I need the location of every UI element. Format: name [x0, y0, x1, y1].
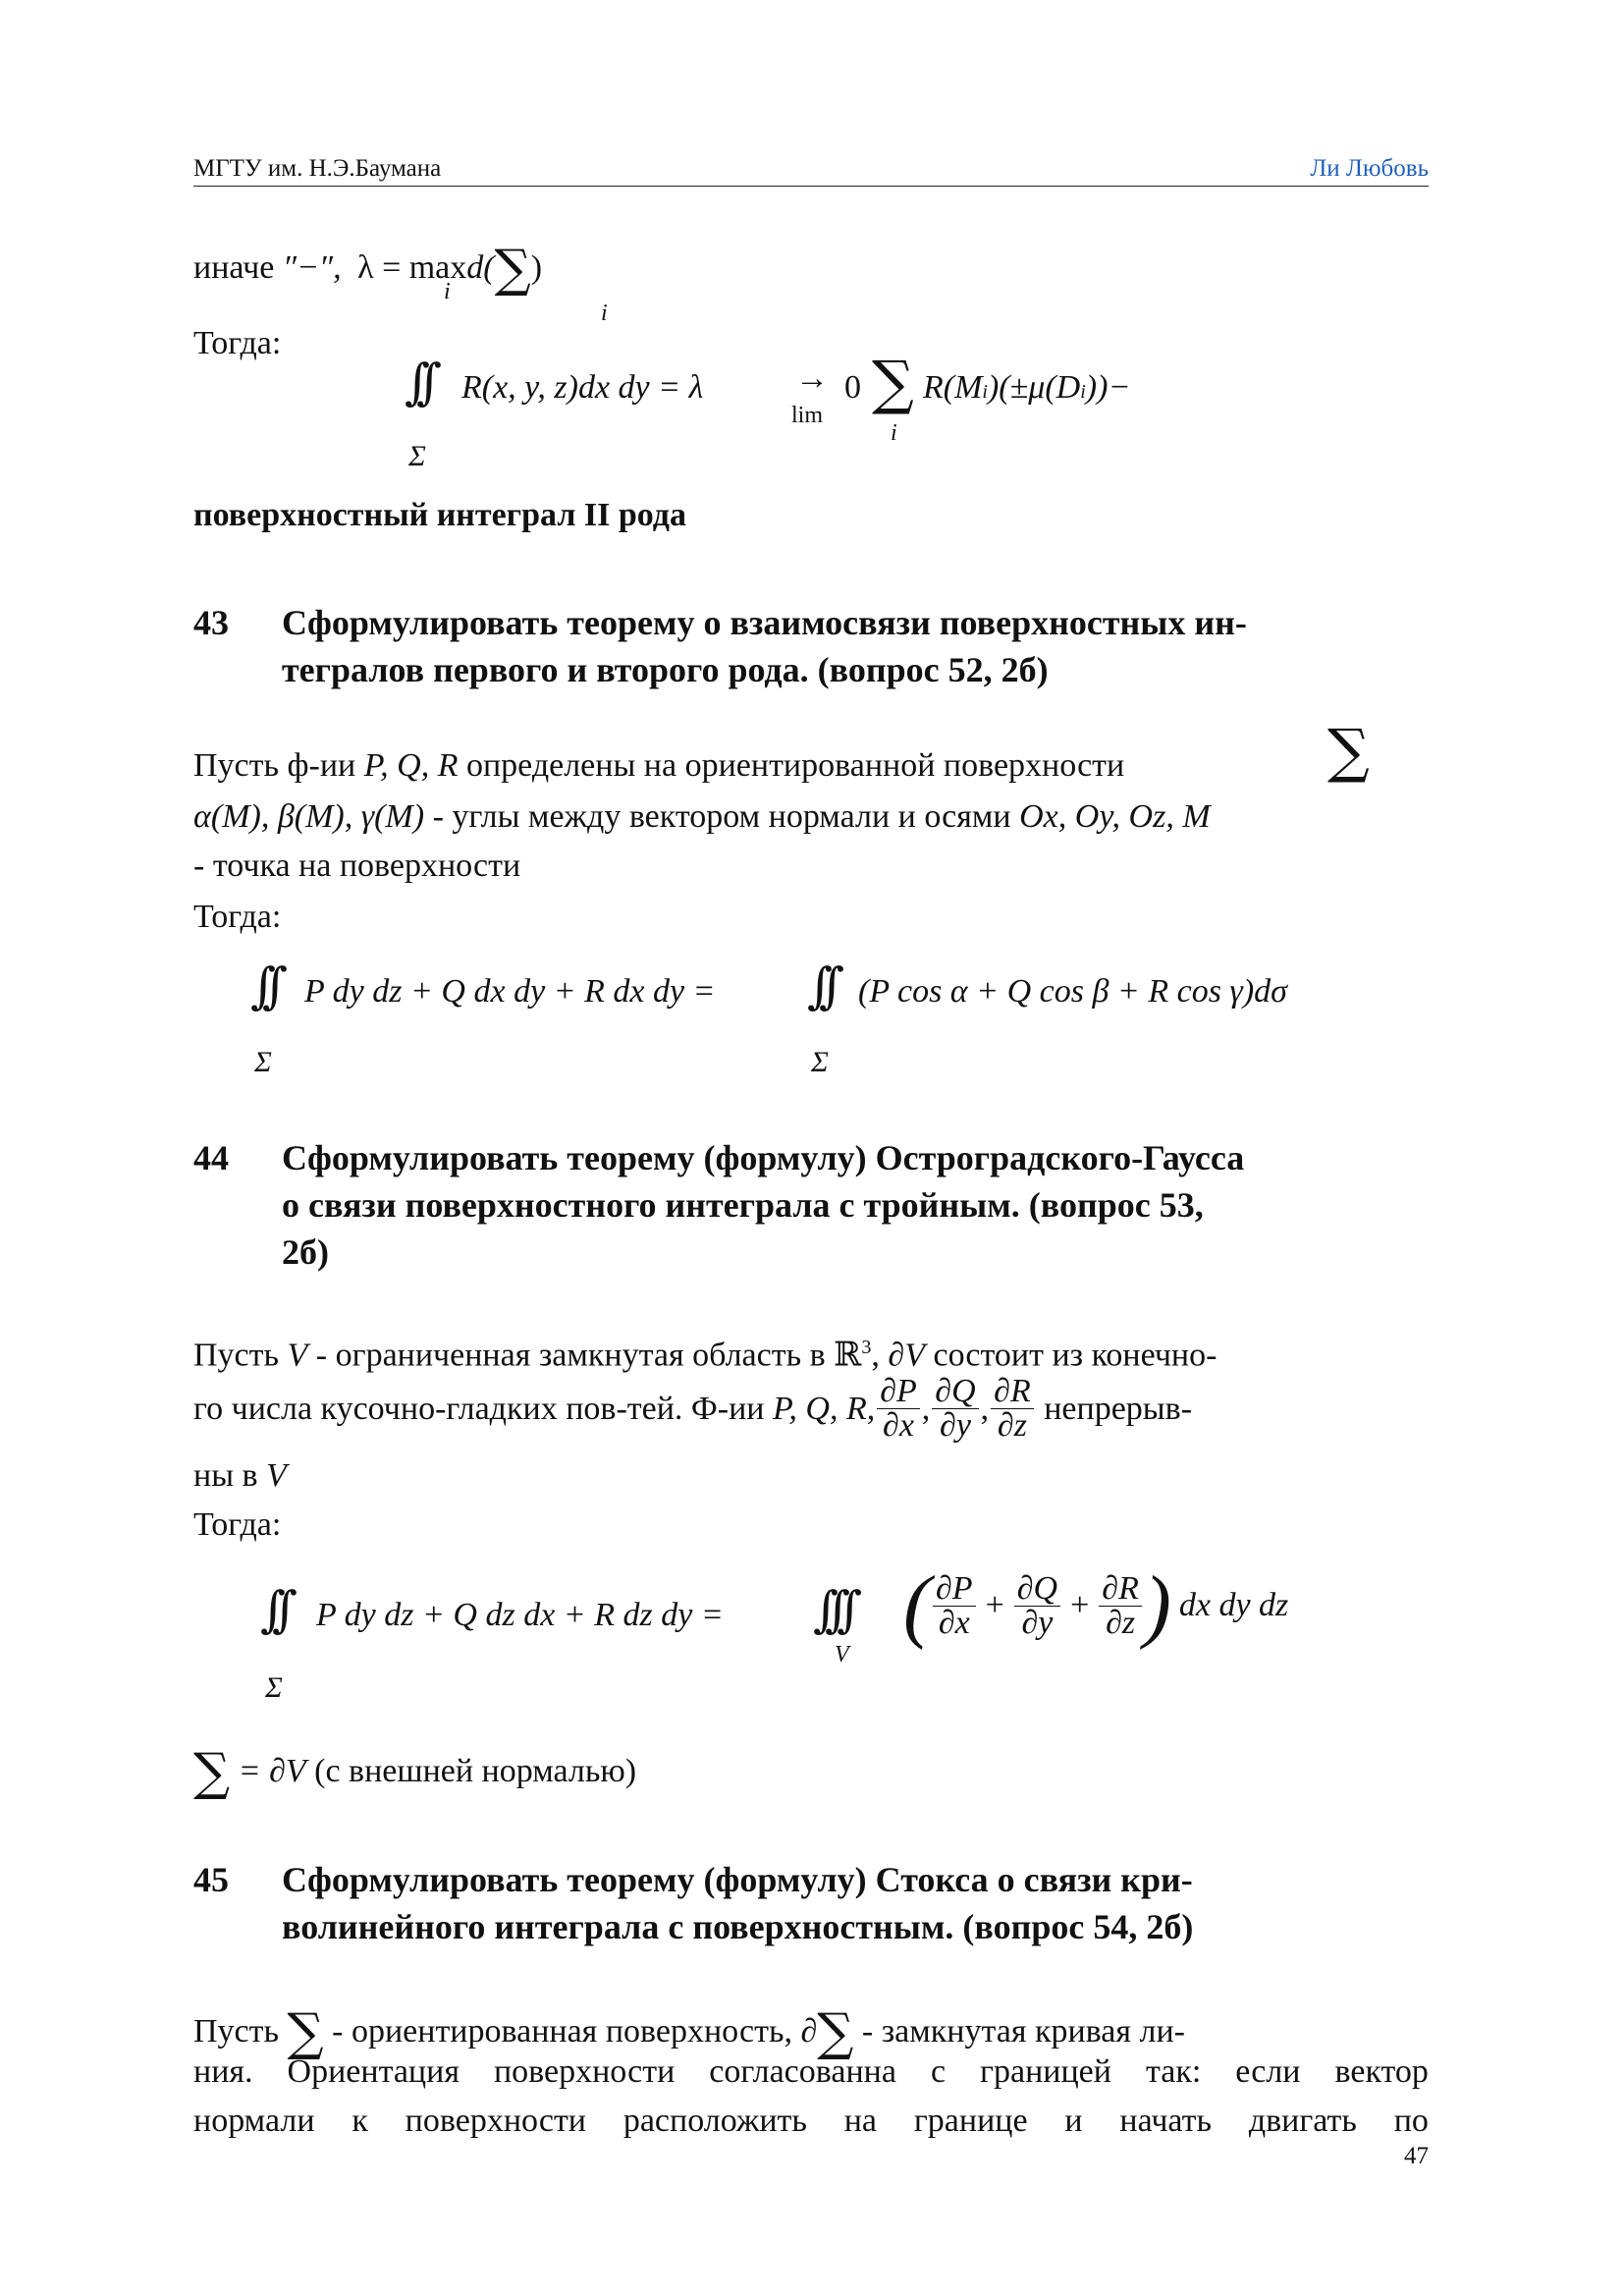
word: ния.	[193, 2053, 253, 2090]
text: - ориентированная поверхность,	[332, 2013, 792, 2050]
paragraph-line	[193, 746, 1124, 786]
word: так:	[1145, 2053, 1202, 2090]
sum-icon: ∑	[494, 240, 531, 299]
differentials: dx dy dz	[1178, 1587, 1289, 1623]
frac-num: ∂P	[877, 1375, 920, 1409]
paragraph-line: - точка на поверхности	[193, 847, 521, 884]
left-paren: (	[903, 1559, 931, 1651]
math-pqr: P, Q, R,	[773, 1390, 876, 1427]
word: начать	[1119, 2103, 1212, 2139]
word: границей	[980, 2053, 1111, 2090]
section-title-line: волинейного интеграла с поверхностным. (вопрос 54, 2б)	[282, 1907, 1194, 1946]
word: нормали	[193, 2103, 315, 2139]
text: Пусть	[193, 1337, 280, 1374]
lambda-max: λ = max	[357, 249, 467, 286]
math-exp: 3	[861, 1337, 872, 1358]
formula-rhs	[923, 368, 1130, 411]
paragraph-line: го числа кусочно-гладких пов-тей. Ф-ии P, Q, R, $\frac{\partial P}{\partial x}$ , $\frac{\partial Q}{\partial y}$ , $\frac{\partial R}{\partial z}$ непрерыв-	[193, 1373, 1193, 1444]
section-title-line: Сформулировать теорему (формулу) Остроградского-Гаусса	[282, 1138, 1245, 1177]
frac-num: ∂Q	[1014, 1572, 1060, 1607]
zero: 0	[844, 369, 861, 406]
double-integral-icon: ∫∫	[405, 354, 429, 410]
triple-integral-icon: ∫∫∫	[813, 1581, 849, 1638]
intro-quote: ″−″,	[282, 249, 342, 286]
paragraph-line: Пусть V - ограниченная замкнутая область в ℝ$^3$, ∂V состоит из конечно-	[193, 1337, 1217, 1374]
running-header-author: Ли Любовь	[1310, 155, 1429, 182]
rhs-part1: R(M	[923, 369, 983, 406]
formula-lhs: R(x, y, z)dx dy = λ	[461, 369, 704, 406]
fraction	[1099, 1569, 1142, 1641]
text: состоит из конечно-	[933, 1337, 1217, 1374]
d-symbol: d(	[466, 249, 495, 286]
sum-index: i	[891, 420, 897, 446]
frac-den: ∂z	[1106, 1604, 1136, 1641]
lim-label: lim	[791, 403, 824, 428]
text: непрерыв-	[1044, 1390, 1193, 1427]
sum-icon: ∑	[193, 1743, 231, 1802]
math-angles: α(M), β(M), γ(M)	[193, 798, 425, 835]
section-number: 45	[193, 1860, 229, 1899]
double-integral-icon: ∫∫	[807, 957, 832, 1014]
word: по	[1393, 2103, 1429, 2139]
math-r: ℝ	[834, 1337, 862, 1374]
formula-rhs: (P cos α + Q cos β + R cos γ)dσ	[858, 973, 1287, 1010]
fraction	[932, 1375, 978, 1443]
sum-icon: ∑	[817, 2003, 854, 2062]
frac-den: ∂x	[883, 1407, 914, 1444]
sum-icon: ∑	[872, 349, 914, 417]
paragraph-line	[193, 1456, 287, 1496]
frac-num: ∂R	[1099, 1572, 1142, 1607]
fraction	[877, 1375, 920, 1443]
paragraph-line	[193, 2052, 1429, 2092]
math-axes: Ox, Oy, Oz, M	[1019, 798, 1211, 835]
text: го числа кусочно-гладких пов-тей. Ф-ии	[193, 1390, 765, 1427]
frac-den: ∂y	[940, 1407, 971, 1444]
then-label: Тогда:	[193, 325, 282, 361]
plus: +	[1070, 1587, 1090, 1623]
frac-num: ∂R	[991, 1375, 1034, 1409]
surface-sigma: Σ	[254, 1046, 272, 1078]
text: Пусть ф-ии	[193, 747, 356, 784]
text: - ограниченная замкнутая область в	[315, 1337, 826, 1374]
math-v: V	[266, 1457, 287, 1494]
bold-definition: поверхностный интеграл II рода	[193, 497, 686, 533]
rhs-part3: ))−	[1085, 369, 1131, 406]
running-header-left: МГТУ им. Н.Э.Баумана	[193, 155, 442, 182]
word: поверхности	[493, 2053, 676, 2090]
surface-sigma: Σ	[811, 1046, 829, 1078]
math-boundary: ∂V	[888, 1337, 925, 1374]
formula-lhs: P dy dz + Q dz dx + R dz dy =	[316, 1597, 724, 1633]
math-v: V	[287, 1337, 308, 1374]
frac-den: ∂x	[938, 1604, 970, 1641]
volume-sub: V	[835, 1642, 849, 1667]
header-rule	[193, 186, 1429, 187]
then-label: Тогда:	[193, 1506, 282, 1543]
arrow-icon: →	[795, 360, 829, 397]
intro-text: иначе	[193, 249, 275, 286]
rhs-sub1: i	[982, 381, 988, 403]
double-integral-icon: ∫∫	[260, 1581, 285, 1638]
surface-sigma: Σ	[265, 1671, 283, 1704]
frac-den: ∂z	[997, 1407, 1027, 1444]
page-number: 47	[1404, 2143, 1429, 2169]
word: к	[352, 2103, 368, 2139]
formula-rhs	[903, 1561, 1288, 1650]
word: вектор	[1334, 2053, 1429, 2090]
rhs-sub2: i	[1080, 381, 1086, 403]
word: поверхности	[405, 2103, 586, 2139]
rhs-part2: )(±μ(D	[987, 369, 1081, 406]
right-paren: )	[1143, 1559, 1171, 1651]
plus: +	[985, 1587, 1004, 1623]
sum-sub: i	[601, 301, 608, 326]
section-title-line: о связи поверхностного интеграла с тройным. (вопрос 53,	[282, 1185, 1204, 1225]
word: на	[843, 2103, 878, 2139]
frac-den: ∂y	[1021, 1604, 1054, 1641]
text: (с внешней нормалью)	[314, 1753, 637, 1789]
section-number: 44	[193, 1138, 229, 1177]
section-title-line: Сформулировать теорему о взаимосвязи поверхностных ин-	[282, 603, 1247, 642]
sum-note	[193, 1743, 636, 1802]
text: ны в	[193, 1457, 258, 1494]
math-pqr: P, Q, R	[363, 747, 459, 784]
word: Ориентация	[287, 2053, 460, 2090]
text: - углы между вектором нормали и осями	[432, 798, 1011, 835]
sum-icon: ∑	[1327, 717, 1370, 786]
frac-num: ∂Q	[932, 1375, 978, 1409]
section-title-line: тегралов первого и второго рода. (вопрос 52, 2б)	[282, 650, 1049, 689]
section-title-line: Сформулировать теорему (формулу) Стокса о связи кри-	[282, 1860, 1193, 1899]
then-label: Тогда:	[193, 899, 282, 935]
word: если	[1235, 2053, 1301, 2090]
max-sub: i	[444, 279, 451, 304]
formula-lhs: P dy dz + Q dx dy + R dx dy =	[304, 973, 716, 1010]
fraction	[1014, 1569, 1060, 1641]
math-partial: ∂	[800, 2013, 818, 2050]
frac-num: ∂P	[933, 1572, 976, 1607]
section-number: 43	[193, 603, 229, 642]
word: согласованна	[709, 2053, 896, 2090]
paragraph-line	[193, 797, 1211, 837]
close-paren: )	[530, 249, 543, 286]
surface-sigma: Σ	[408, 440, 426, 472]
text: Пусть	[193, 2013, 280, 2050]
paragraph-line	[193, 2102, 1429, 2141]
intro-line	[193, 240, 542, 299]
word: границе	[913, 2103, 1028, 2139]
text: определены на ориентированной поверхности	[465, 747, 1125, 784]
text: - замкнутая кривая ли-	[861, 2013, 1185, 2050]
math-eq: = ∂V	[238, 1753, 306, 1789]
word: расположить	[622, 2103, 807, 2139]
double-integral-icon: ∫∫	[250, 957, 275, 1014]
sum-icon: ∑	[287, 2003, 324, 2062]
word: и	[1064, 2103, 1083, 2139]
word: двигать	[1248, 2103, 1357, 2139]
word: с	[930, 2053, 947, 2090]
fraction	[991, 1375, 1034, 1443]
fraction	[933, 1569, 976, 1641]
section-title-line: 2б)	[282, 1232, 329, 1272]
